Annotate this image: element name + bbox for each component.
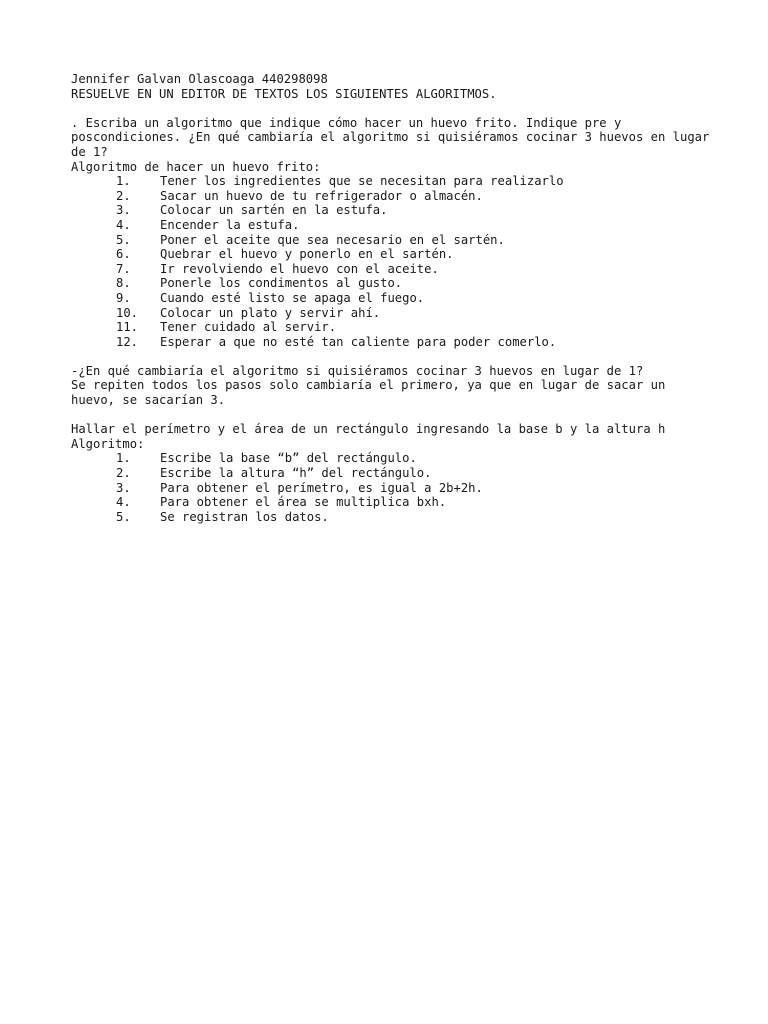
step-number: 4. bbox=[116, 495, 131, 510]
list-item bbox=[71, 247, 711, 262]
blank-line bbox=[71, 349, 711, 364]
list-item bbox=[71, 335, 711, 350]
section2-question: -¿En qué cambiaría el algoritmo si quisiéramos cocinar 3 huevos en lugar de 1? bbox=[71, 363, 644, 378]
step-text: Encender la estufa. bbox=[160, 217, 300, 232]
step-number: 12. bbox=[116, 334, 139, 349]
step-text: Colocar un sartén en la estufa. bbox=[160, 203, 388, 218]
list-item bbox=[71, 306, 711, 321]
list-item bbox=[71, 320, 711, 335]
step-number: 5. bbox=[116, 509, 131, 524]
step-number: 8. bbox=[116, 276, 131, 291]
step-text: Escribe la base “b” del rectángulo. bbox=[160, 451, 417, 466]
blank-line bbox=[71, 101, 711, 116]
list-item bbox=[71, 262, 711, 277]
step-number: 2. bbox=[116, 466, 131, 481]
step-number: 6. bbox=[116, 247, 131, 262]
step-number: 5. bbox=[116, 232, 131, 247]
step-text: Poner el aceite que sea necesario en el sartén. bbox=[160, 232, 505, 247]
step-number: 7. bbox=[116, 261, 131, 276]
step-text: Esperar a que no esté tan caliente para poder comerlo. bbox=[160, 334, 557, 349]
step-text: Quebrar el huevo y ponerlo en el sartén. bbox=[160, 247, 454, 262]
list-item bbox=[71, 466, 711, 481]
list-item bbox=[71, 451, 711, 466]
section3-title: Algoritmo: bbox=[71, 436, 145, 451]
step-number: 4. bbox=[116, 217, 131, 232]
step-text: Sacar un huevo de tu refrigerador o almacén. bbox=[160, 188, 483, 203]
list-item bbox=[71, 203, 711, 218]
step-text: Para obtener el área se multiplica bxh. bbox=[160, 495, 447, 510]
section1-title: Algoritmo de hacer un huevo frito: bbox=[71, 159, 321, 174]
list-item bbox=[71, 510, 711, 525]
step-number: 10. bbox=[116, 305, 139, 320]
step-text: Escribe la altura “h” del rectángulo. bbox=[160, 466, 432, 481]
document-page bbox=[71, 72, 711, 524]
step-number: 3. bbox=[116, 480, 131, 495]
step-text: Se registran los datos. bbox=[160, 509, 329, 524]
section1-prompt: . Escriba un algoritmo que indique cómo hacer un huevo frito. Indique pre y poscondiciones. ¿En qué cambiaría el algoritmo si quisiéramos cocinar 3 huevos en lugar de 1? bbox=[71, 115, 710, 159]
step-text: Colocar un plato y servir ahí. bbox=[160, 305, 381, 320]
step-text: Ponerle los condimentos al gusto. bbox=[160, 276, 403, 291]
step-text: Tener los ingredientes que se necesitan para realizarlo bbox=[160, 174, 564, 189]
list-item bbox=[71, 495, 711, 510]
list-item bbox=[71, 276, 711, 291]
step-number: 1. bbox=[116, 451, 131, 466]
section2-answer: Se repiten todos los pasos solo cambiaría el primero, ya que en lugar de sacar un huevo, se sacarían 3. bbox=[71, 378, 666, 408]
step-number: 9. bbox=[116, 290, 131, 305]
section3-prompt: Hallar el perímetro y el área de un rectángulo ingresando la base b y la altura h bbox=[71, 422, 666, 437]
section3-steps bbox=[71, 451, 711, 524]
list-item bbox=[71, 233, 711, 248]
list-item bbox=[71, 481, 711, 496]
step-number: 1. bbox=[116, 174, 131, 189]
step-text: Ir revolviendo el huevo con el aceite. bbox=[160, 261, 439, 276]
list-item bbox=[71, 174, 711, 189]
blank-line bbox=[71, 408, 711, 423]
list-item bbox=[71, 218, 711, 233]
step-text: Tener cuidado al servir. bbox=[160, 320, 337, 335]
step-number: 11. bbox=[116, 320, 139, 335]
author-line: Jennifer Galvan Olascoaga 440298098 bbox=[71, 72, 328, 86]
step-text: Cuando esté listo se apaga el fuego. bbox=[160, 290, 425, 305]
step-number: 2. bbox=[116, 188, 131, 203]
step-text: Para obtener el perímetro, es igual a 2b+2h. bbox=[160, 480, 483, 495]
step-number: 3. bbox=[116, 203, 131, 218]
list-item bbox=[71, 189, 711, 204]
instruction-line: RESUELVE EN UN EDITOR DE TEXTOS LOS SIGUIENTES ALGORITMOS. bbox=[71, 86, 497, 101]
list-item bbox=[71, 291, 711, 306]
section1-steps bbox=[71, 174, 711, 349]
